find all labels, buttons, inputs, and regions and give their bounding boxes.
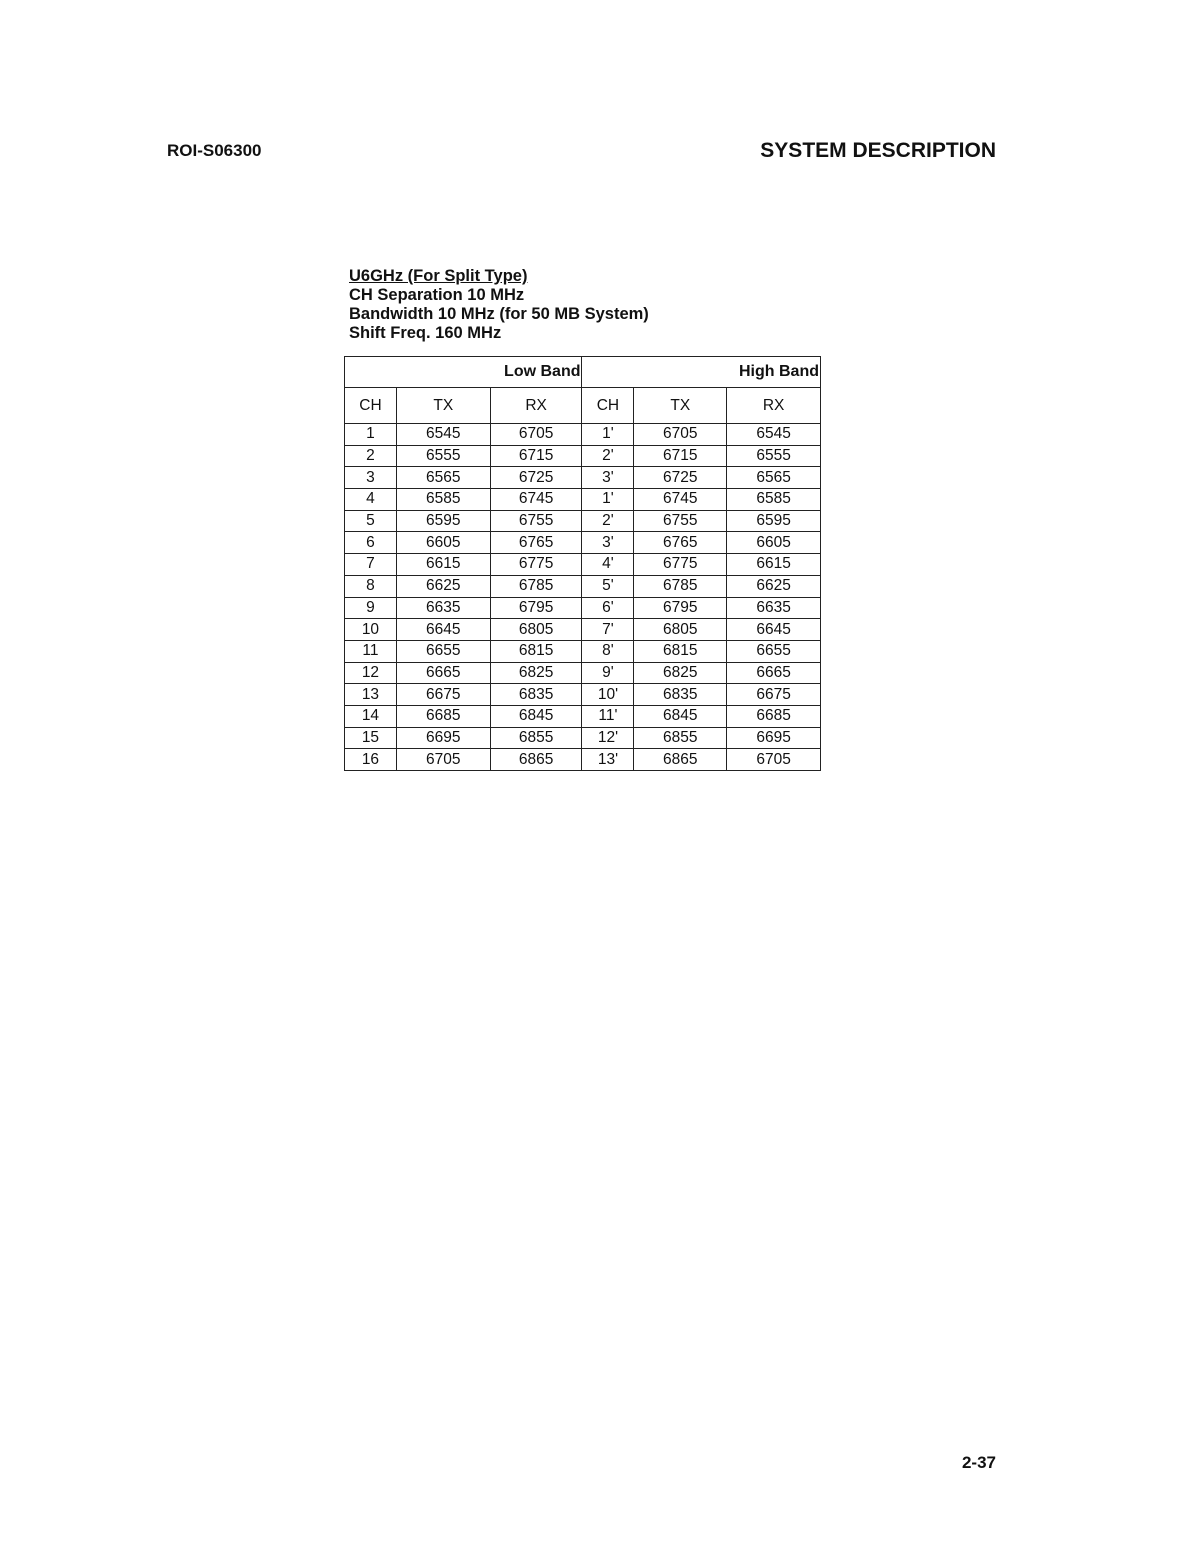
table-cell: 12	[345, 662, 397, 684]
table-cell: 6665	[396, 662, 490, 684]
low-band-header: Low Band	[345, 357, 582, 388]
table-row	[345, 467, 821, 489]
table-cell: 6805	[490, 619, 582, 641]
column-header: TX	[396, 388, 490, 424]
table-cell: 6725	[634, 467, 727, 489]
table-cell: 2'	[582, 445, 634, 467]
table-row	[345, 489, 821, 511]
table-cell: 6755	[634, 510, 727, 532]
table-cell: 6705	[727, 749, 821, 771]
table-row	[345, 554, 821, 576]
table-cell: 6785	[490, 575, 582, 597]
table-cell: 6555	[396, 445, 490, 467]
spec-block	[349, 267, 649, 343]
table-cell: 6565	[396, 467, 490, 489]
table-cell: 2'	[582, 510, 634, 532]
table-cell: 1'	[582, 489, 634, 511]
table-cell: 6865	[634, 749, 727, 771]
table-cell: 6595	[396, 510, 490, 532]
table-cell: 6765	[634, 532, 727, 554]
table-cell: 6845	[490, 705, 582, 727]
table-row	[345, 727, 821, 749]
table-cell: 6695	[727, 727, 821, 749]
table-cell: 6865	[490, 749, 582, 771]
table-row	[345, 510, 821, 532]
table-cell: 6835	[634, 684, 727, 706]
table-cell: 6605	[727, 532, 821, 554]
table-cell: 6'	[582, 597, 634, 619]
column-header: CH	[345, 388, 397, 424]
table-cell: 13'	[582, 749, 634, 771]
column-header-row	[345, 388, 821, 424]
table-cell: 6835	[490, 684, 582, 706]
table-cell: 3	[345, 467, 397, 489]
table-row	[345, 597, 821, 619]
table-row	[345, 684, 821, 706]
table-body	[345, 424, 821, 771]
ch-separation: CH Separation 10 MHz	[349, 286, 525, 304]
table-cell: 6725	[490, 467, 582, 489]
table-cell: 6675	[727, 684, 821, 706]
table-cell: 8	[345, 575, 397, 597]
table-cell: 6795	[490, 597, 582, 619]
table-row	[345, 662, 821, 684]
table-cell: 6625	[727, 575, 821, 597]
table-cell: 14	[345, 705, 397, 727]
table-row	[345, 619, 821, 641]
table-cell: 3'	[582, 467, 634, 489]
table-cell: 6565	[727, 467, 821, 489]
table-cell: 6585	[396, 489, 490, 511]
table-cell: 5'	[582, 575, 634, 597]
table-cell: 10	[345, 619, 397, 641]
high-band-header: High Band	[582, 357, 821, 388]
table-cell: 6665	[727, 662, 821, 684]
table-cell: 6685	[727, 705, 821, 727]
table-cell: 9'	[582, 662, 634, 684]
table-row	[345, 705, 821, 727]
table-cell: 12'	[582, 727, 634, 749]
table-cell: 6635	[396, 597, 490, 619]
table-cell: 6705	[396, 749, 490, 771]
table-cell: 11	[345, 640, 397, 662]
table-row	[345, 575, 821, 597]
table-cell: 6655	[396, 640, 490, 662]
table-cell: 10'	[582, 684, 634, 706]
table-cell: 6815	[490, 640, 582, 662]
column-header: CH	[582, 388, 634, 424]
spec-title: U6GHz (For Split Type)	[349, 267, 528, 285]
table-row	[345, 640, 821, 662]
table-row	[345, 532, 821, 554]
table-cell: 15	[345, 727, 397, 749]
table-cell: 6805	[634, 619, 727, 641]
table-cell: 6615	[727, 554, 821, 576]
table-row	[345, 445, 821, 467]
section-title: SYSTEM DESCRIPTION	[760, 139, 996, 162]
table-cell: 1	[345, 424, 397, 446]
table-cell: 6845	[634, 705, 727, 727]
table-cell: 1'	[582, 424, 634, 446]
bandwidth: Bandwidth 10 MHz (for 50 MB System)	[349, 305, 649, 323]
table-cell: 6635	[727, 597, 821, 619]
table-cell: 6715	[634, 445, 727, 467]
table-cell: 6765	[490, 532, 582, 554]
shift-freq: Shift Freq. 160 MHz	[349, 324, 502, 342]
table-cell: 6825	[490, 662, 582, 684]
table-cell: 6795	[634, 597, 727, 619]
table-cell: 13	[345, 684, 397, 706]
table-cell: 6855	[490, 727, 582, 749]
table-cell: 6545	[396, 424, 490, 446]
column-header: RX	[727, 388, 821, 424]
table-cell: 4	[345, 489, 397, 511]
table-cell: 11'	[582, 705, 634, 727]
table-row	[345, 424, 821, 446]
table-cell: 6705	[490, 424, 582, 446]
table-cell: 4'	[582, 554, 634, 576]
table-cell: 6615	[396, 554, 490, 576]
table-cell: 6	[345, 532, 397, 554]
table-cell: 16	[345, 749, 397, 771]
table-cell: 8'	[582, 640, 634, 662]
page-number: 2-37	[961, 1453, 996, 1472]
table-cell: 6645	[396, 619, 490, 641]
table-cell: 6745	[634, 489, 727, 511]
table-cell: 6595	[727, 510, 821, 532]
table-cell: 6695	[396, 727, 490, 749]
document-id: ROI-S06300	[167, 141, 262, 160]
table-cell: 6555	[727, 445, 821, 467]
table-cell: 6755	[490, 510, 582, 532]
table-cell: 6825	[634, 662, 727, 684]
table-cell: 6685	[396, 705, 490, 727]
table-cell: 6655	[727, 640, 821, 662]
frequency-table	[344, 356, 821, 771]
table-cell: 7	[345, 554, 397, 576]
table-cell: 6815	[634, 640, 727, 662]
table-row	[345, 749, 821, 771]
band-header-row	[345, 357, 821, 388]
table-cell: 6705	[634, 424, 727, 446]
table-cell: 6745	[490, 489, 582, 511]
column-header: RX	[490, 388, 582, 424]
table-cell: 2	[345, 445, 397, 467]
table-cell: 9	[345, 597, 397, 619]
table-cell: 6715	[490, 445, 582, 467]
table-cell: 7'	[582, 619, 634, 641]
table-cell: 6675	[396, 684, 490, 706]
table-cell: 6775	[634, 554, 727, 576]
table-cell: 6545	[727, 424, 821, 446]
table-cell: 6775	[490, 554, 582, 576]
table-cell: 6645	[727, 619, 821, 641]
table-cell: 6585	[727, 489, 821, 511]
table-cell: 6625	[396, 575, 490, 597]
table-cell: 6605	[396, 532, 490, 554]
column-header: TX	[634, 388, 727, 424]
table-cell: 3'	[582, 532, 634, 554]
table-cell: 6855	[634, 727, 727, 749]
table-cell: 5	[345, 510, 397, 532]
table-cell: 6785	[634, 575, 727, 597]
